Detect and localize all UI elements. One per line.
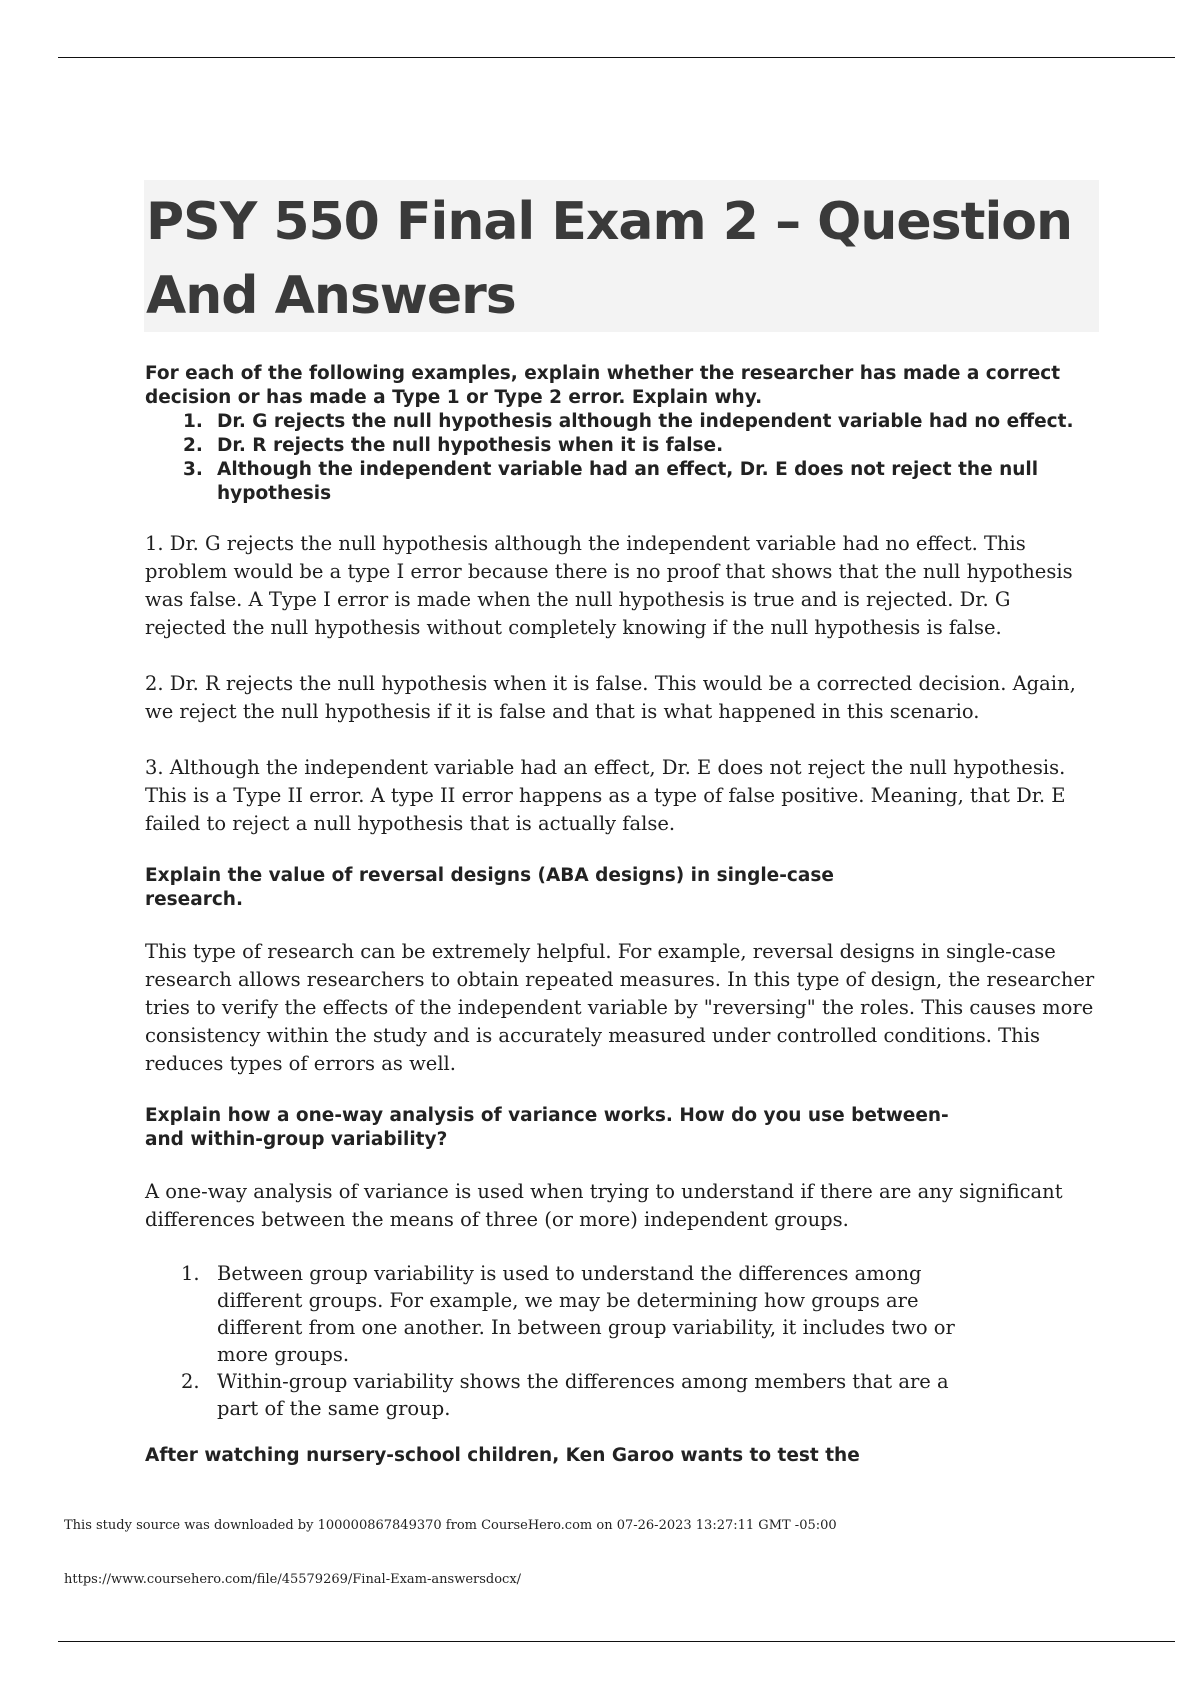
list-text: Between group variability is used to understand the differences among different groups. For example, we may be determining how groups are different from one another. In between group variability, it includes two or more groups. bbox=[217, 1262, 955, 1366]
list-number: 2. bbox=[181, 1370, 200, 1393]
list-text: Dr. R rejects the null hypothesis when it is false. bbox=[217, 435, 724, 456]
list-text: Within-group variability shows the differences among members that are a part of the same group. bbox=[217, 1370, 949, 1420]
list-text: Dr. G rejects the null hypothesis although the independent variable had no effect. bbox=[217, 411, 1074, 432]
list-number: 3. bbox=[183, 459, 203, 480]
list-item bbox=[183, 434, 1095, 458]
download-source-note: This study source was downloaded by 100000867849370 from CourseHero.com on 07-26-2023 13:27:11 GMT -05:00 bbox=[64, 1518, 837, 1533]
list-number: 1. bbox=[183, 411, 203, 432]
title-banner bbox=[144, 180, 1099, 332]
list-item bbox=[181, 1368, 981, 1422]
question-3-answer: A one-way analysis of variance is used when trying to understand if there are any significant differences between the means of three (or more) independent groups. bbox=[145, 1180, 1063, 1231]
answer-1-paragraph: 1. Dr. G rejects the null hypothesis although the independent variable had no effect. This problem would be a type I error because there is no proof that shows that the null hypothesis was false. A Type I error is made when the null hypothesis is true and is rejected. Dr. G rejected the null hypothesis without completely knowing if the null hypothesis is false. bbox=[145, 532, 1073, 639]
answer-3-paragraph: 3. Although the independent variable had an effect, Dr. E does not reject the null hypothesis. This is a Type II error. A type II error happens as a type of false positive. Meaning, that Dr. E failed to reject a null hypothesis that is actually false. bbox=[145, 756, 1066, 835]
source-url: https://www.coursehero.com/file/45579269/Final-Exam-answersdocx/ bbox=[64, 1572, 522, 1587]
bottom-rule bbox=[58, 1641, 1175, 1642]
question-1-list bbox=[145, 410, 1095, 506]
question-3-prompt: Explain how a one-way analysis of variance works. How do you use between- and within-group variability? bbox=[145, 1105, 949, 1150]
question-1-prompt: For each of the following examples, explain whether the researcher has made a correct decision or has made a Type 1 or Type 2 error. Explain why. bbox=[145, 363, 1061, 408]
page-title: PSY 550 Final Exam 2 – Question And Answers bbox=[146, 192, 1073, 326]
question-2-answer: This type of research can be extremely helpful. For example, reversal designs in single-case research allows researchers to obtain repeated measures. In this type of design, the researcher tries to verify the effects of the independent variable by "reversing" the roles. This causes more consistency within the study and is accurately measured under controlled conditions. This reduces types of errors as well. bbox=[145, 940, 1095, 1075]
question-3-list bbox=[145, 1260, 981, 1422]
document-body bbox=[145, 362, 1095, 1468]
list-number: 2. bbox=[183, 435, 203, 456]
list-item bbox=[183, 458, 1095, 506]
question-2-prompt: Explain the value of reversal designs (ABA designs) in single-case research. bbox=[145, 865, 834, 910]
list-number: 1. bbox=[181, 1262, 200, 1285]
top-rule bbox=[58, 57, 1175, 58]
list-text: Although the independent variable had an effect, Dr. E does not reject the null hypothesis bbox=[217, 459, 1039, 504]
list-item bbox=[181, 1260, 981, 1368]
question-4-prompt: After watching nursery-school children, Ken Garoo wants to test the bbox=[145, 1445, 860, 1466]
answer-2-paragraph: 2. Dr. R rejects the null hypothesis when it is false. This would be a corrected decision. Again, we reject the null hypothesis if it is false and that is what happened in this scenario. bbox=[145, 672, 1076, 723]
list-item bbox=[183, 410, 1095, 434]
